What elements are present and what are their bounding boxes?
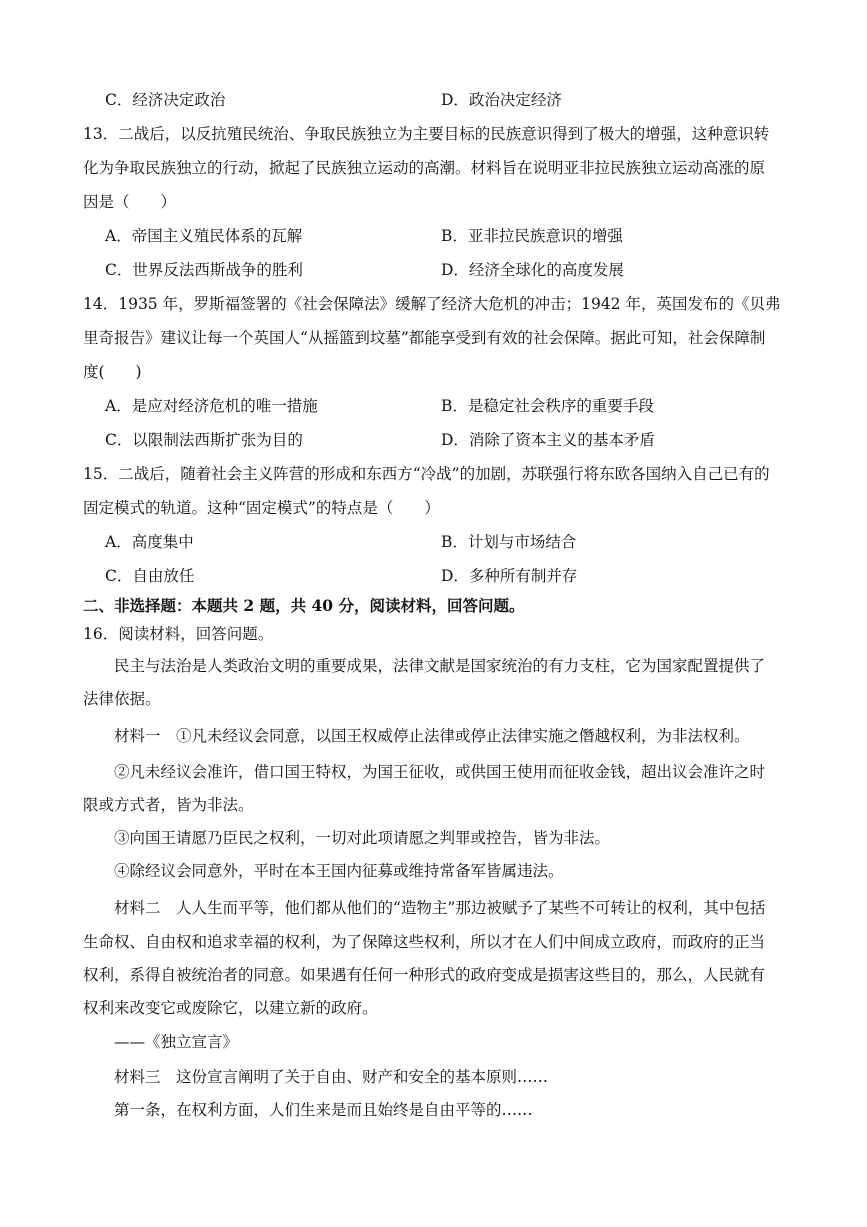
material-two-line: 生命权、自由权和追求幸福的权利，为了保障这些权利，所以才在人们中间成立政府，而政府的正当	[83, 933, 766, 951]
material-one-line: ③向国王请愿乃臣民之权利，一切对此项请愿之判罪或控告，皆为非法。	[83, 829, 611, 847]
intro-line: 民主与法治是人类政治文明的重要成果，法律文献是国家统治的有力支柱，它为国家配置提供了	[83, 657, 766, 675]
question-text-line: 化为争取民族独立的行动，掀起了民族独立运动的高潮。材料旨在说明亚非拉民族独立运动高涨的原	[83, 159, 766, 177]
material-two-line: 权利来改变它或废除它，以建立新的政府。	[83, 999, 378, 1017]
option-c: C．自由放任	[105, 567, 195, 585]
option-a: A．帝国主义殖民体系的瓦解	[105, 227, 303, 245]
option-d: D．经济全球化的高度发展	[441, 261, 624, 279]
section-heading: 二、非选择题：本题共 2 题，共 40 分，阅读材料，回答问题。	[83, 596, 525, 615]
option-d: D．多种所有制并存	[441, 567, 578, 585]
material-three-line: 第一条，在权利方面，人们生来是而且始终是自由平等的……	[83, 1101, 533, 1119]
material-one-line: 材料一 ①凡未经议会同意，以国王权威停止法律或停止法律实施之僭越权利，为非法权利。	[83, 727, 750, 745]
material-two-line: 权利，系得自被统治者的同意。如果遇有任何一种形式的政府变成是损害这些目的，那么，人民就有	[83, 966, 766, 984]
option-b: B．亚非拉民族意识的增强	[441, 227, 623, 245]
option-a: A．高度集中	[105, 533, 194, 551]
material-three-line: 材料三 这份宣言阐明了关于自由、财产和安全的基本原则……	[83, 1068, 549, 1086]
question-title: 16．阅读材料，回答问题。	[83, 625, 274, 643]
question-text-line: 固定模式的轨道。这种“固定模式”的特点是（ ）	[83, 499, 440, 517]
intro-line: 法律依据。	[83, 690, 161, 708]
option-d: D．消除了资本主义的基本矛盾	[441, 431, 655, 449]
material-two-source: ——《独立宣言》	[83, 1033, 239, 1051]
question-text-line: 15．二战后，随着社会主义阵营的形成和东西方“冷战”的加剧，苏联强行将东欧各国纳入自己已有的	[83, 465, 770, 483]
option-b: B．是稳定社会秩序的重要手段	[441, 397, 654, 415]
question-text-line: 因是（ ）	[83, 193, 177, 211]
option-a: A．是应对经济危机的唯一措施	[105, 397, 318, 415]
material-one-line: ②凡未经议会准许，借口国王特权，为国王征收，或供国王使用而征收金钱，超出议会准许之时	[83, 763, 766, 781]
option-b: B．计划与市场结合	[441, 533, 577, 551]
option-c: C．经济决定政治	[105, 91, 226, 109]
question-text-line: 度( )	[83, 363, 142, 381]
material-one-line: ④除经议会同意外，平时在本王国内征募或维持常备军皆属违法。	[83, 862, 564, 880]
material-one-line: 限或方式者，皆为非法。	[83, 796, 254, 814]
option-c: C．世界反法西斯战争的胜利	[105, 261, 303, 279]
question-text-line: 里奇报告》建议让每一个英国人“从摇篮到坟墓”都能享受到有效的社会保障。据此可知，社会保障制	[83, 329, 766, 347]
option-c: C．以限制法西斯扩张为目的	[105, 431, 303, 449]
material-two-line: 材料二 人人生而平等，他们都从他们的“造物主”那边被赋予了某些不可转让的权利，其中包括	[83, 899, 766, 917]
question-text-line: 13．二战后，以反抗殖民统治、争取民族独立为主要目标的民族意识得到了极大的增强，这种意识转	[83, 125, 770, 143]
question-text-line: 14．1935 年，罗斯福签署的《社会保障法》缓解了经济大危机的冲击；1942 年，英国发布的《贝弗	[83, 295, 781, 313]
option-d: D．政治决定经济	[441, 91, 562, 109]
